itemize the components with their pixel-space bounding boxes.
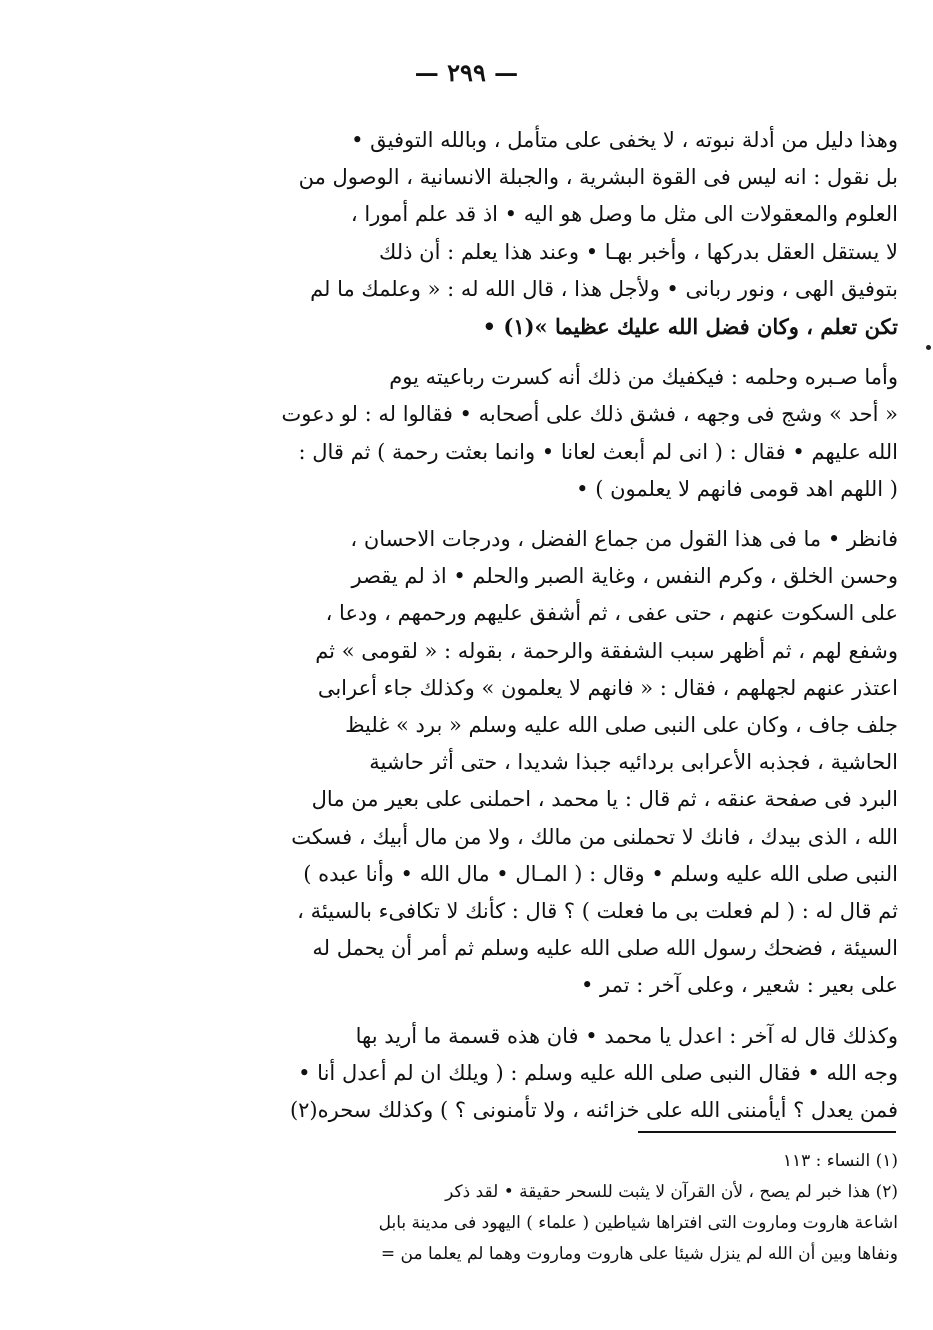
text-line: وحسن الخلق ، وكرم النفس ، وغاية الصبر والحلم • اذ لم يقصر bbox=[351, 564, 898, 589]
footnotes bbox=[186, 1146, 898, 1270]
paragraph-reflection bbox=[178, 521, 898, 1005]
footnote-2: (٢) هذا خبر لم يصح ، لأن القرآن لا يثبت للسحر حقيقة • لقد ذكر bbox=[445, 1182, 898, 1202]
footnote-separator bbox=[638, 1131, 896, 1133]
text-line: بل نقول : انه ليس فى القوة البشرية ، والجبلة الانسانية ، الوصول من bbox=[298, 165, 898, 190]
text-line: الله ، الذى بيدك ، فانك لا تحملنى من مالك ، ولا من مال أبيك ، فسكت bbox=[291, 824, 898, 849]
text-line: فانظر • ما فى هذا القول من جماع الفضل ، ودرجات الاحسان ، bbox=[350, 527, 898, 552]
text-line: العلوم والمعقولات الى مثل ما وصل هو اليه • اذ قد علم أمورا ، bbox=[350, 202, 898, 227]
text-line: النبى صلى الله عليه وسلم • وقال : ( المـال • مال الله • وأنا عبده ) bbox=[303, 861, 898, 886]
page-number: — ٢٩٩ — bbox=[414, 58, 519, 87]
footnote-2-continued: اشاعة هاروت وماروت التى افتراها شياطين ( علماء ) اليهود فى مدينة بابل bbox=[378, 1213, 898, 1233]
paragraph-justice bbox=[178, 1018, 898, 1130]
text-line: السيئة ، فضحك رسول الله صلى الله عليه وسلم ثم أمر أن يحمل له bbox=[312, 936, 898, 961]
text-line: ( اللهم اهد قومى فانهم لا يعلمون ) • bbox=[576, 476, 898, 501]
text-line: وشفع لهم ، ثم أظهر سبب الشفقة والرحمة ، بقوله : « لقومى » ثم bbox=[315, 638, 898, 663]
text-line: الحاشية ، فجذبه الأعرابى بردائيه جبذا شديدا ، حتى أثر حاشية bbox=[369, 750, 898, 775]
text-line: وجه الله • فقال النبى صلى الله عليه وسلم : ( ويلك ان لم أعدل أنا • bbox=[298, 1060, 898, 1085]
text-line-quran-quote: تكن تعلم ، وكان فضل الله عليك عظيما »(١) • bbox=[482, 314, 898, 340]
text-line: فمن يعدل ؟ أيأمننى الله على خزائنه ، ولا تأمنونى ؟ ) وكذلك سحره(٢) bbox=[289, 1098, 898, 1123]
text-line: وهذا دليل من أدلة نبوته ، لا يخفى على متأمل ، وبالله التوفيق • bbox=[351, 128, 898, 152]
footnote-2-continued: ونفاها وبين أن الله لم ينزل شيئا على هاروت وماروت وهما لم يعلما من = bbox=[380, 1244, 898, 1264]
text-line: بتوفيق الهى ، ونور ربانى • ولأجل هذا ، قال الله له : « وعلمك ما لم bbox=[310, 276, 898, 301]
text-line: البرد فى صفحة عنقه ، ثم قال : يا محمد ، احملنى على بعير من مال bbox=[311, 787, 898, 812]
text-line: الله عليهم • فقال : ( انى لم أبعث لعانا • وانما بعثت رحمة ) ثم قال : bbox=[298, 439, 898, 464]
text-line: اعتذر عنهم لجهلهم ، فقال : « فانهم لا يعلمون » وكذلك جاء أعرابى bbox=[317, 675, 898, 700]
margin-mark bbox=[926, 345, 931, 350]
main-text bbox=[178, 122, 898, 1129]
text-line: « أحد » وشج فى وجهه ، فشق ذلك على أصحابه • فقالوا له : لو دعوت bbox=[281, 402, 898, 427]
text-line: ثم قال له : ( لم فعلت بى ما فعلت ) ؟ قال : كأنك لا تكافىء بالسيئة ، bbox=[297, 899, 898, 924]
text-line: وكذلك قال له آخر : اعدل يا محمد • فان هذه قسمة ما أريد بها bbox=[355, 1023, 898, 1048]
footnote-1: (١) النساء : ١١٣ bbox=[782, 1151, 898, 1171]
text-line: على بعير : شعير ، وعلى آخر : تمر • bbox=[580, 973, 898, 998]
text-line: على السكوت عنهم ، حتى عفى ، ثم أشفق عليهم ورحمهم ، ودعا ، bbox=[325, 601, 898, 626]
paragraph-prophethood-evidence bbox=[178, 122, 898, 345]
text-line: لا يستقل العقل بدركها ، وأخبر بهـا • وعند هذا يعلم : أن ذلك bbox=[379, 239, 898, 264]
text-line-heading: وأما صـبره وحلمه : فيكفيك من ذلك أنه كسرت رباعيته يوم bbox=[389, 365, 898, 390]
text-line: جلف جاف ، وكان على النبى صلى الله عليه وسلم « برد » غليظ bbox=[345, 713, 898, 738]
paragraph-patience bbox=[178, 359, 898, 508]
